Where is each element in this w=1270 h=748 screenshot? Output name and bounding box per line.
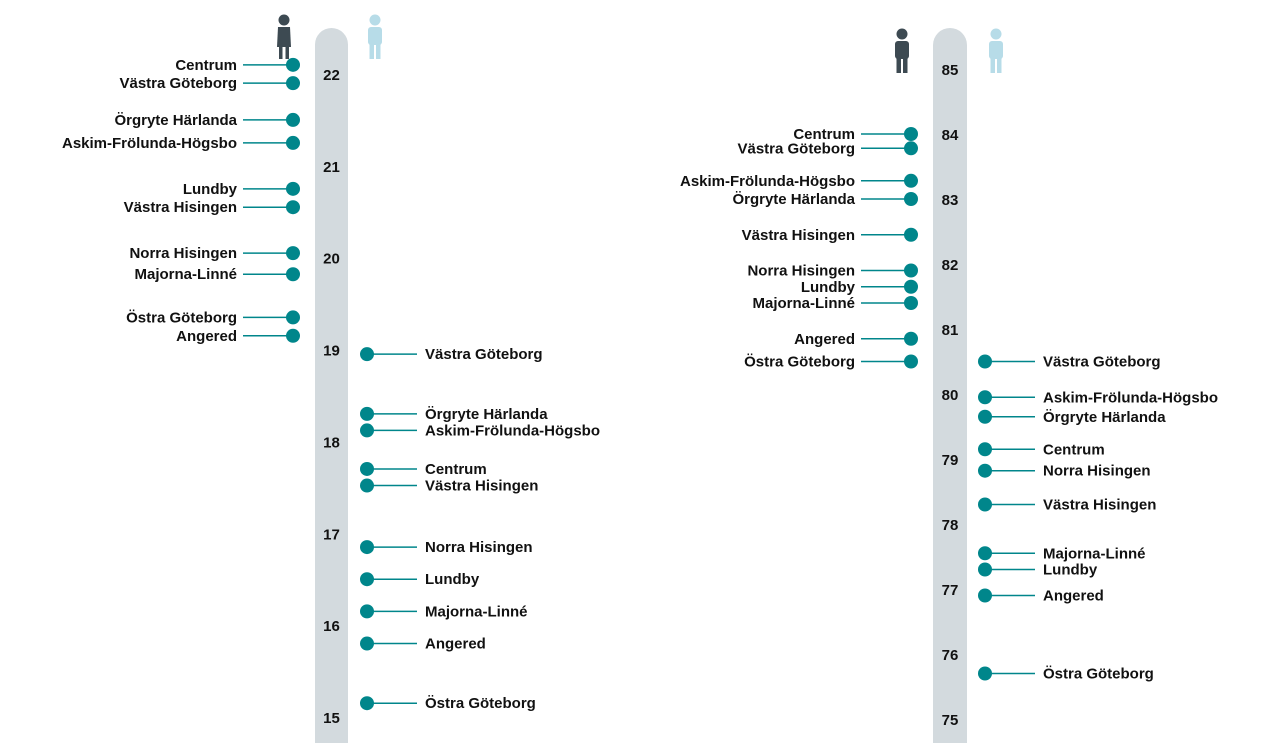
point-label: Östra Göteborg [425, 695, 536, 713]
point-label: Örgryte Härlanda [1043, 408, 1166, 426]
point-label: Västra Göteborg [119, 75, 237, 93]
data-point [978, 589, 992, 603]
man-icon-leg-right [903, 58, 908, 73]
axis-tick-label: 21 [323, 158, 340, 176]
data-point [360, 479, 374, 493]
point-label: Majorna-Linné [1043, 545, 1146, 563]
data-point [978, 355, 992, 369]
man-icon-leg-left [370, 44, 375, 59]
point-label: Askim-Frölunda-Högsbo [425, 422, 600, 440]
point-label: Centrum [793, 126, 855, 143]
data-point [360, 572, 374, 586]
axis-tick-label: 78 [941, 517, 959, 534]
axis-tick-label: 82 [941, 257, 959, 274]
data-point [286, 136, 300, 150]
point-label: Östra Göteborg [126, 309, 237, 327]
point-label: Västra Hisingen [425, 477, 539, 495]
axis-tick-label: 79 [941, 452, 959, 469]
man-icon-body [368, 27, 382, 45]
man-icon-head [370, 15, 381, 26]
data-point [904, 141, 918, 155]
data-point [978, 464, 992, 478]
data-point [286, 182, 300, 196]
axis-tick-label: 19 [323, 342, 340, 360]
woman-icon-leg-left [279, 47, 283, 59]
data-point [904, 264, 918, 278]
point-label: Lundby [800, 278, 855, 296]
point-label: Majorna-Linné [752, 295, 855, 312]
data-point [360, 540, 374, 554]
data-point [904, 280, 918, 294]
data-point [904, 355, 918, 369]
man-light-icon-leg-left [991, 58, 996, 73]
woman-icon-head [279, 15, 290, 26]
axis-tick-label: 81 [941, 322, 959, 339]
axis-tick-label: 77 [941, 582, 959, 599]
point-label: Norra Hisingen [425, 539, 533, 557]
data-point [360, 462, 374, 476]
point-label: Norra Hisingen [129, 245, 237, 263]
point-label: Norra Hisingen [747, 262, 855, 280]
man-icon-body [895, 41, 909, 59]
data-point [360, 696, 374, 710]
point-label: Örgryte Härlanda [732, 191, 855, 208]
axis-tick-label: 18 [323, 434, 340, 452]
point-label: Östra Göteborg [1043, 665, 1154, 683]
axis-tick-label: 16 [323, 618, 340, 636]
data-point [360, 604, 374, 618]
data-point [904, 174, 918, 188]
axis-tick-label: 75 [941, 712, 959, 729]
data-point [286, 267, 300, 281]
data-point [978, 667, 992, 681]
point-label: Centrum [1043, 441, 1105, 459]
axis-tick-label: 20 [323, 250, 340, 268]
data-point [286, 76, 300, 90]
point-label: Östra Göteborg [744, 353, 855, 371]
point-label: Västra Göteborg [425, 346, 543, 364]
man-icon-leg-left [897, 58, 902, 73]
point-label: Västra Göteborg [737, 140, 855, 158]
point-label: Askim-Frölunda-Högsbo [680, 172, 855, 190]
data-point [978, 563, 992, 577]
man-light-icon-leg-right [997, 58, 1002, 73]
data-point [978, 498, 992, 512]
point-label: Lundby [425, 571, 480, 589]
data-point [286, 246, 300, 260]
axis-tick-label: 22 [323, 67, 340, 84]
point-label: Majorna-Linné [134, 266, 237, 284]
data-point [904, 127, 918, 141]
data-point [978, 390, 992, 404]
point-label: Västra Hisingen [123, 199, 237, 217]
data-point [286, 310, 300, 324]
axis-tick-label: 83 [941, 192, 959, 209]
man-light-icon-body [989, 41, 1003, 59]
point-label: Västra Göteborg [1043, 353, 1161, 371]
data-point [978, 442, 992, 456]
man-light-icon-head [991, 29, 1002, 40]
point-label: Angered [425, 635, 486, 653]
point-label: Angered [1043, 587, 1104, 605]
data-point [904, 192, 918, 206]
data-point [360, 637, 374, 651]
point-label: Lundby [182, 180, 237, 198]
data-point [286, 329, 300, 343]
data-point [286, 200, 300, 214]
point-label: Centrum [175, 56, 237, 74]
data-point [360, 407, 374, 421]
data-point [904, 332, 918, 346]
data-point [360, 347, 374, 361]
point-label: Angered [176, 327, 237, 345]
point-label: Majorna-Linné [425, 603, 528, 621]
point-label: Västra Hisingen [1043, 496, 1157, 514]
data-point [360, 423, 374, 437]
point-label: Västra Hisingen [741, 226, 855, 244]
data-point [978, 410, 992, 424]
axis-tick-label: 85 [941, 62, 959, 79]
woman-icon-leg-right [286, 47, 290, 59]
man-icon-head [897, 29, 908, 40]
axis-tick-label: 80 [941, 387, 959, 404]
data-point [978, 546, 992, 560]
man-icon-leg-right [376, 44, 381, 59]
axis-tick-label: 15 [323, 710, 340, 727]
point-label: Angered [794, 330, 855, 348]
point-label: Askim-Frölunda-Högsbo [1043, 389, 1218, 407]
axis-bar [315, 28, 348, 743]
woman-icon-body [277, 27, 291, 47]
point-label: Centrum [425, 460, 487, 478]
data-point [904, 296, 918, 310]
axis-tick-label: 17 [323, 526, 340, 544]
data-point [286, 113, 300, 127]
axis-tick-label: 76 [941, 647, 959, 664]
point-label: Askim-Frölunda-Högsbo [62, 134, 237, 152]
point-label: Örgryte Härlanda [425, 405, 548, 423]
data-point [286, 58, 300, 72]
point-label: Lundby [1043, 561, 1098, 579]
point-label: Norra Hisingen [1043, 462, 1151, 480]
data-point [904, 228, 918, 242]
axis-tick-label: 84 [941, 127, 959, 144]
point-label: Örgryte Härlanda [114, 111, 237, 129]
